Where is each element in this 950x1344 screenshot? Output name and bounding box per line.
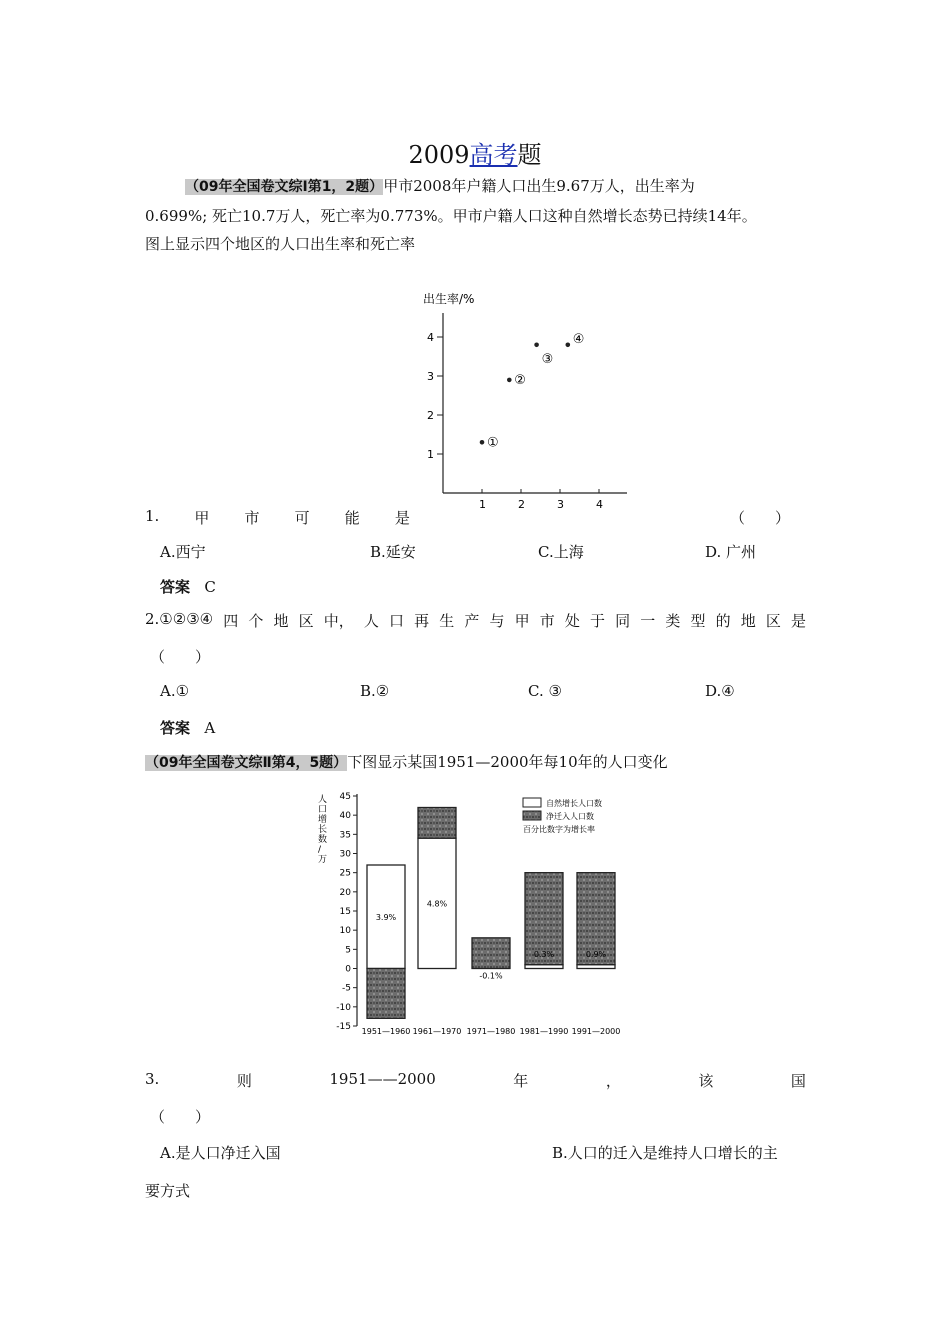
scatter-point-1 [480, 440, 485, 445]
q3-word: ， [605, 1072, 621, 1090]
q2-word: 人 [363, 612, 379, 630]
q2-word: 四 [223, 612, 239, 630]
bar-rate-label: 3.9% [375, 912, 397, 922]
q1-option-d[interactable]: D. 广州 [705, 543, 757, 561]
bar-net-migration [472, 938, 510, 969]
svg-text:数: 数 [318, 835, 328, 845]
question-1-stem [145, 507, 410, 528]
q2-word: 一 [640, 612, 656, 630]
q3-word: 3. [145, 1070, 160, 1088]
q1-word: 是 [394, 509, 410, 527]
bar-y-axis-label [318, 793, 327, 865]
scatter-y-tick-label: 1 [427, 448, 434, 461]
q2-option-a[interactable]: A.① [160, 682, 190, 700]
q2-word: 类 [665, 612, 681, 630]
q1-option-b[interactable]: B.延安 [370, 543, 416, 561]
answer-label: 答案 [160, 719, 191, 737]
page-title [0, 135, 950, 170]
answer-1 [160, 576, 216, 597]
legend-label-natural: 自然增长人口数 [546, 799, 602, 808]
answer-label: 答案 [160, 578, 191, 596]
question-3-stem [145, 1070, 806, 1091]
legend-swatch-migration [523, 811, 541, 820]
answer-value: C [204, 578, 216, 596]
q2-option-c[interactable]: C. ③ [528, 682, 562, 700]
intro1-line2: 0.699%; 死亡10.7万人，死亡率为0.773%。甲市户籍人口这种自然增长态势已持续14年。 [145, 207, 757, 225]
q2-option-b[interactable]: B.② [360, 682, 390, 700]
bar-category-label: 1951—1960 [361, 1027, 411, 1036]
q2-word: 同 [615, 612, 631, 630]
svg-text:万: 万 [318, 855, 328, 865]
q2-answer-paren: （ ） [150, 648, 211, 666]
q2-word: 再 [414, 612, 430, 630]
scatter-y-axis-label: 出生率/% [423, 292, 475, 306]
q2-word: 是 [790, 612, 806, 630]
bar-y-tick-label: 35 [339, 830, 351, 841]
q2-word: 生 [439, 612, 455, 630]
intro1-line3: 图上显示四个地区的人口出生率和死亡率 [145, 235, 416, 253]
bar-rate-label: 0.9% [585, 950, 607, 959]
bar-rate-label: -0.1% [479, 971, 503, 981]
scatter-point-label: ④ [572, 331, 585, 347]
scatter-point-label: ③ [541, 351, 554, 367]
scatter-x-tick-label: 4 [596, 498, 603, 510]
legend-swatch-natural [523, 798, 541, 807]
q2-word: 区 [298, 612, 314, 630]
bar-rate-label: 0.3% [533, 950, 555, 959]
bar-y-tick-label: 0 [345, 964, 351, 975]
source-tag-1: （09年全国卷文综Ⅰ第1，2题） [185, 179, 384, 195]
q1-answer-paren: （ ） [730, 509, 791, 527]
scatter-point-3 [534, 343, 539, 348]
q1-word: 能 [344, 509, 360, 527]
legend-label-migration: 净迁入人口数 [546, 812, 594, 821]
q2-word: 与 [489, 612, 505, 630]
question-2-stem [145, 610, 806, 631]
bar-category-label: 1981—1990 [519, 1027, 569, 1036]
q1-word: 可 [294, 509, 310, 527]
birth-rate-scatter-chart [405, 285, 645, 510]
q2-word: 区 [765, 612, 781, 630]
q3-option-b-continued: 要方式 [145, 1182, 191, 1200]
scatter-x-tick-label: 3 [557, 498, 564, 510]
bar-category-label: 1971—1980 [466, 1027, 516, 1036]
q2-word: 地 [740, 612, 756, 630]
bar-net-migration [418, 808, 456, 839]
bar-category-label: 1961—1970 [412, 1027, 462, 1036]
svg-text:增: 增 [318, 815, 328, 825]
svg-text:/: / [318, 845, 322, 855]
scatter-y-tick-label: 2 [427, 409, 434, 422]
bar-y-tick-label: -10 [336, 1002, 351, 1013]
q1-option-c[interactable]: C.上海 [538, 543, 584, 561]
bar-y-tick-label: 40 [339, 811, 351, 822]
bar-rate-label: 4.8% [426, 899, 448, 909]
q3-word: 该 [698, 1072, 714, 1090]
q2-number: 2.①②③④ [145, 610, 214, 628]
answer-2 [160, 717, 215, 738]
scatter-y-tick-label: 4 [427, 331, 434, 344]
bar-net-migration [367, 969, 405, 1019]
scatter-x-tick-label: 2 [518, 498, 525, 510]
bar-y-tick-label: 30 [339, 849, 351, 860]
q2-word: 的 [715, 612, 731, 630]
q3-option-a[interactable]: A.是人口净迁入国 [160, 1144, 281, 1162]
bar-y-tick-label: -5 [342, 983, 351, 994]
q3-word: 国 [790, 1072, 806, 1090]
q2-word: 市 [539, 612, 555, 630]
intro2-text: 下图显示某国1951—2000年每10年的人口变化 [347, 753, 668, 771]
q2-word: 口 [388, 612, 404, 630]
bar-y-tick-label: -15 [336, 1022, 351, 1032]
source-tag-2: （09年全国卷文综Ⅱ第4，5题） [145, 755, 348, 771]
title-suffix: 题 [517, 141, 542, 169]
q3-option-b[interactable]: B.人口的迁入是维持人口增长的主 [552, 1144, 778, 1162]
scatter-point-2 [507, 378, 512, 383]
q2-word: 型 [690, 612, 706, 630]
scatter-point-label: ② [514, 372, 526, 388]
svg-text:长: 长 [318, 825, 328, 835]
svg-text:口: 口 [318, 805, 328, 815]
scatter-y-tick-label: 3 [427, 370, 434, 383]
intro1-line1 [185, 175, 695, 196]
intro2-line [145, 751, 668, 772]
q2-word: 于 [589, 612, 605, 630]
population-change-bar-chart [310, 786, 650, 1038]
bar-y-tick-label: 25 [339, 868, 351, 879]
bar-y-tick-label: 5 [345, 945, 351, 956]
q2-word: 甲 [514, 612, 530, 630]
scatter-point-4 [566, 343, 571, 348]
intro1-text: 甲市2008年户籍人口出生9.67万人，出生率为 [383, 177, 695, 195]
q1-word: 市 [244, 509, 260, 527]
bar-category-label: 1991—2000 [571, 1027, 621, 1036]
q2-word: 个 [248, 612, 264, 630]
answer-value: A [204, 719, 216, 737]
q2-word: 产 [464, 612, 480, 630]
q3-word: 则 [236, 1072, 252, 1090]
bar-chart-legend [523, 798, 602, 834]
svg-text:人: 人 [318, 795, 328, 805]
q2-option-d[interactable]: D.④ [705, 682, 735, 700]
bar-y-tick-label: 45 [339, 792, 351, 802]
bar-y-tick-label: 20 [339, 887, 351, 898]
q1-number: 1. [145, 507, 160, 525]
q3-word: 1951——2000 [329, 1070, 436, 1088]
title-year: 2009 [408, 141, 470, 169]
q2-word: 中， [323, 612, 354, 630]
bar-y-tick-label: 10 [339, 926, 351, 937]
q3-word: 年 [513, 1072, 529, 1090]
scatter-x-tick-label: 1 [479, 498, 486, 510]
q1-option-a[interactable]: A.西宁 [160, 543, 206, 561]
q2-word: 地 [273, 612, 289, 630]
q1-word: 甲 [194, 509, 210, 527]
q2-word: 处 [564, 612, 580, 630]
bar-y-tick-label: 15 [339, 907, 351, 917]
q3-answer-paren: （ ） [150, 1108, 211, 1126]
legend-note: 百分比数字为增长率 [523, 825, 595, 834]
title-keyword-link[interactable]: 高考 [469, 141, 518, 169]
scatter-point-label: ① [487, 435, 499, 451]
